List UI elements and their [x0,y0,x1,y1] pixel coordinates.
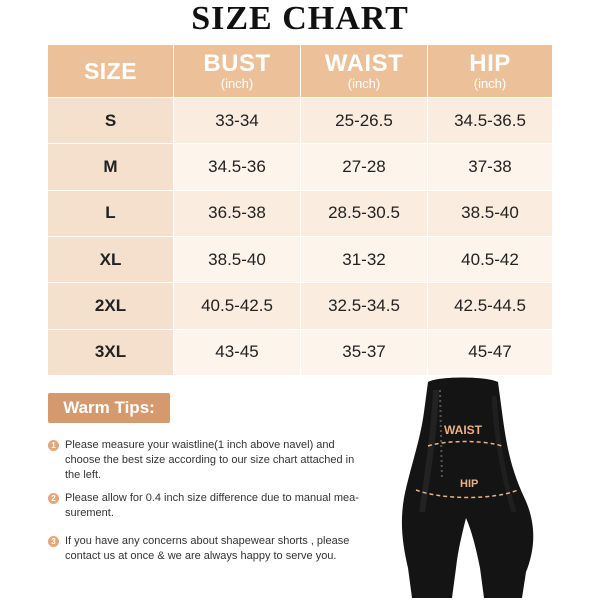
shapewear-figure [376,372,556,600]
size-cell: M [48,143,173,189]
header-waist-label: WAIST [324,49,404,77]
hip-label: HIP [460,478,479,490]
tip-number: 3 [48,536,59,547]
tip-text: If you have any concerns about shapewear shorts , please contact us at once & we are always happy to serve you. [65,535,350,562]
hip-cell: 45-47 [427,329,552,375]
waist-cell: 28.5-30.5 [300,190,427,236]
hip-cell: 42.5-44.5 [427,282,552,328]
waist-label: WAIST [444,423,482,437]
tip-number: 2 [48,493,59,504]
waist-cell: 31-32 [300,236,427,282]
tip-text: Please allow for 0.4 inch size difference due to manual mea-surement. [65,492,359,519]
bust-cell: 40.5-42.5 [173,282,300,328]
hip-cell: 38.5-40 [427,190,552,236]
warm-tips-badge: Warm Tips: [48,393,170,423]
header-bust [173,45,300,97]
header-size-label: SIZE [83,58,138,84]
bust-cell: 43-45 [173,329,300,375]
header-waist [300,45,427,97]
header-hip [427,45,552,97]
tip-item [48,438,368,483]
waist-cell: 35-37 [300,329,427,375]
header-hip-unit: (inch) [473,75,507,91]
tip-text: Please measure your waistline(1 inch above navel) and choose the best size according to our size chart attached in the left. [65,439,355,481]
size-cell: 3XL [48,329,173,375]
header-hip-label: HIP [469,49,511,77]
size-cell: XL [48,236,173,282]
tip-number: 1 [48,440,59,451]
header-bust-label: BUST [203,49,271,77]
bust-cell: 34.5-36 [173,143,300,189]
size-cell: L [48,190,173,236]
waist-cell: 27-28 [300,143,427,189]
size-cell: 2XL [48,282,173,328]
size-cell: S [48,97,173,143]
header-waist-unit: (inch) [347,75,381,91]
shapewear-illustration [376,372,556,600]
page-title: SIZE CHART [191,0,409,37]
waist-cell: 32.5-34.5 [300,282,427,328]
bust-cell: 33-34 [173,97,300,143]
hip-cell: 40.5-42 [427,236,552,282]
bust-cell: 36.5-38 [173,190,300,236]
bust-cell: 38.5-40 [173,236,300,282]
hip-cell: 34.5-36.5 [427,97,552,143]
tip-item [48,534,368,564]
hip-cell: 37-38 [427,143,552,189]
header-bust-unit: (inch) [220,75,254,91]
waist-cell: 25-26.5 [300,97,427,143]
header-size [48,45,173,97]
size-chart-table [48,45,552,375]
tip-item [48,491,368,521]
